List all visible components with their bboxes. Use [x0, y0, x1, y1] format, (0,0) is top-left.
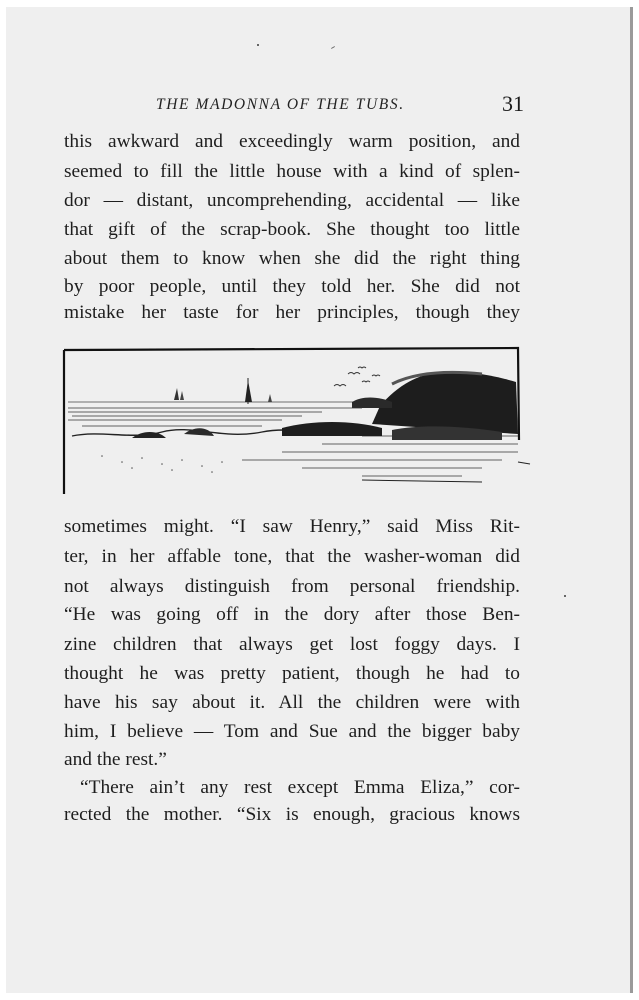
ink-speck	[564, 595, 566, 597]
text-line: him, I believe — Tom and Sue and the bigger baby	[64, 721, 520, 742]
text-line: zine children that always get lost foggy days. I	[64, 634, 520, 655]
text-line: seemed to fill the little house with a kind of splen-	[64, 161, 520, 182]
text-line: dor — distant, uncomprehending, accidental — like	[64, 190, 520, 211]
running-head	[64, 93, 524, 121]
running-title: THE MADONNA OF THE TUBS.	[156, 96, 405, 113]
text-line: and the rest.”	[64, 749, 167, 770]
text-line: “There ain’t any rest except Emma Eliza,” cor-	[80, 777, 520, 798]
text-line: sometimes might. “I saw Henry,” said Miss Rit-	[64, 516, 520, 537]
text-line: mistake her taste for her principles, though they	[64, 302, 520, 323]
text-line: that gift of the scrap-book. She thought too little	[64, 219, 520, 240]
text-line: thought he was pretty patient, though he had to	[64, 663, 520, 684]
text-line: “He was going off in the dory after those Ben-	[64, 604, 520, 625]
text-line: this awkward and exceedingly warm position, and	[64, 131, 520, 152]
ink-speck	[257, 44, 259, 46]
text-line: have his say about it. All the children were with	[64, 692, 520, 713]
page-number: 31	[502, 91, 524, 116]
text-line: not always distinguish from personal friendship.	[64, 576, 520, 597]
text-line: ter, in her affable tone, that the washer-woman did	[64, 546, 520, 567]
text-line: by poor people, until they told her. She did not	[64, 276, 520, 297]
text-line: rected the mother. “Six is enough, gracious knows	[64, 804, 520, 825]
seascape-illustration	[62, 344, 532, 494]
text-line: about them to know when she did the right thing	[64, 248, 520, 269]
